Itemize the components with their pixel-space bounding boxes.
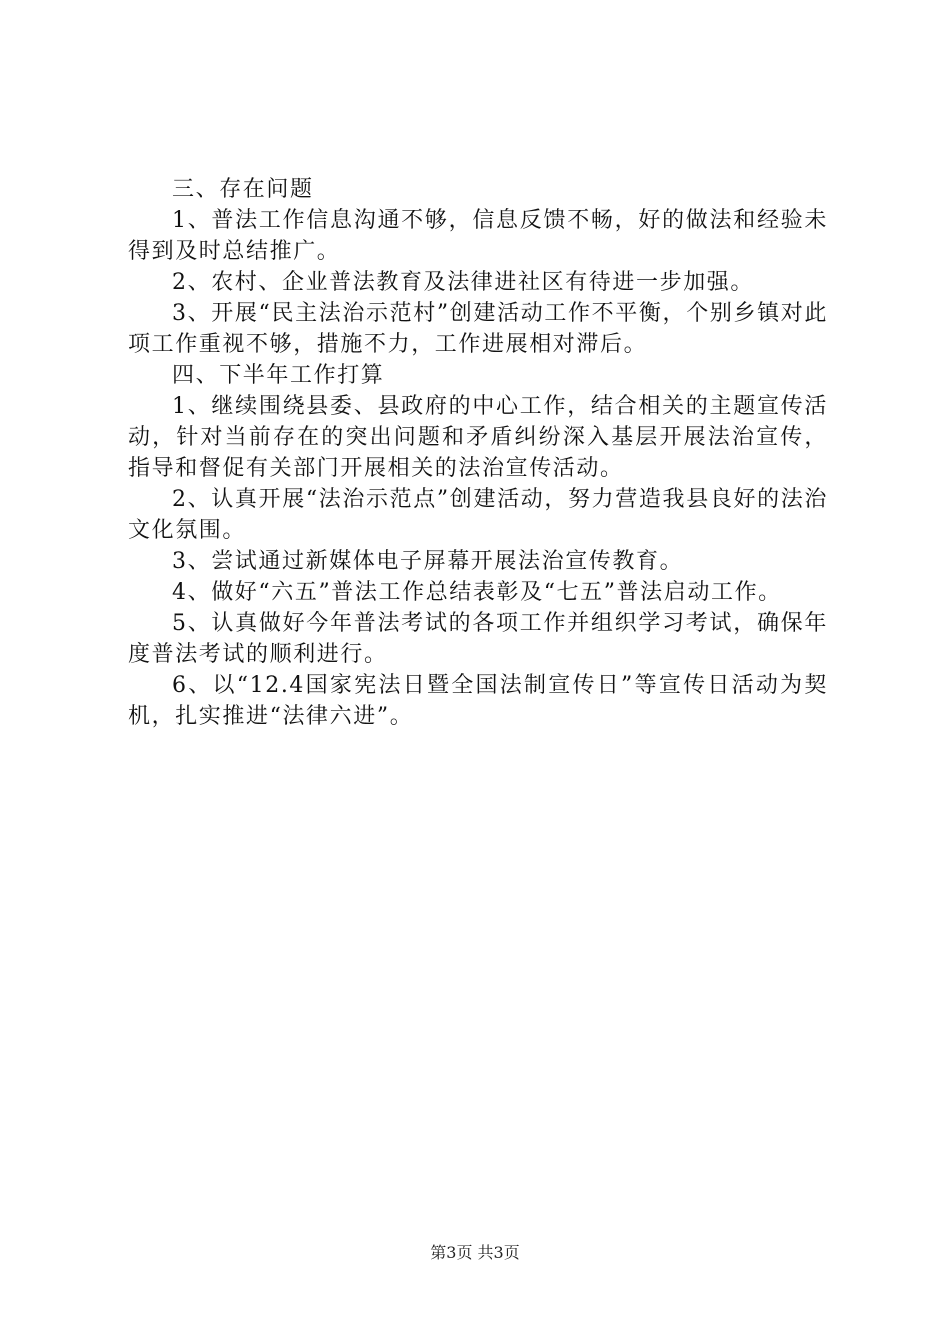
page-footer	[0, 1243, 950, 1263]
plan-item-5: 5、认真做好今年普法考试的各项工作并组织学习考试，确保年度普法考试的顺利进行。	[128, 611, 828, 667]
problem-item-2: 2、农村、企业普法教育及法律进社区有待进一步加强。	[172, 270, 754, 295]
problem-item-1: 1、普法工作信息沟通不够，信息反馈不畅，好的做法和经验未得到及时总结推广。	[128, 208, 828, 264]
plan-item-3: 3、尝试通过新媒体电子屏幕开展法治宣传教育。	[172, 549, 684, 574]
section-heading-problems: 三、存在问题	[172, 177, 314, 202]
plan-item-2: 2、认真开展“法治示范点”创建活动，努力营造我县良好的法治文化氛围。	[128, 487, 828, 543]
plan-item-1: 1、继续围绕县委、县政府的中心工作，结合相关的主题宣传活动，针对当前存在的突出问题和矛盾纠纷深入基层开展法治宣传，指导和督促有关部门开展相关的法治宣传活动。	[128, 394, 828, 481]
section-heading-plans: 四、下半年工作打算	[172, 363, 385, 388]
plan-item-6: 6、以“12.4国家宪法日暨全国法制宣传日”等宣传日活动为契机，扎实推进“法律六进”。	[128, 673, 828, 729]
problem-item-3: 3、开展“民主法治示范村”创建活动工作不平衡，个别乡镇对此项工作重视不够，措施不力，工作进展相对滞后。	[128, 301, 828, 357]
page-number: 第3页 共3页	[430, 1243, 520, 1262]
document-body	[128, 174, 828, 732]
plan-item-4: 4、做好“六五”普法工作总结表彰及“七五”普法启动工作。	[172, 580, 782, 605]
